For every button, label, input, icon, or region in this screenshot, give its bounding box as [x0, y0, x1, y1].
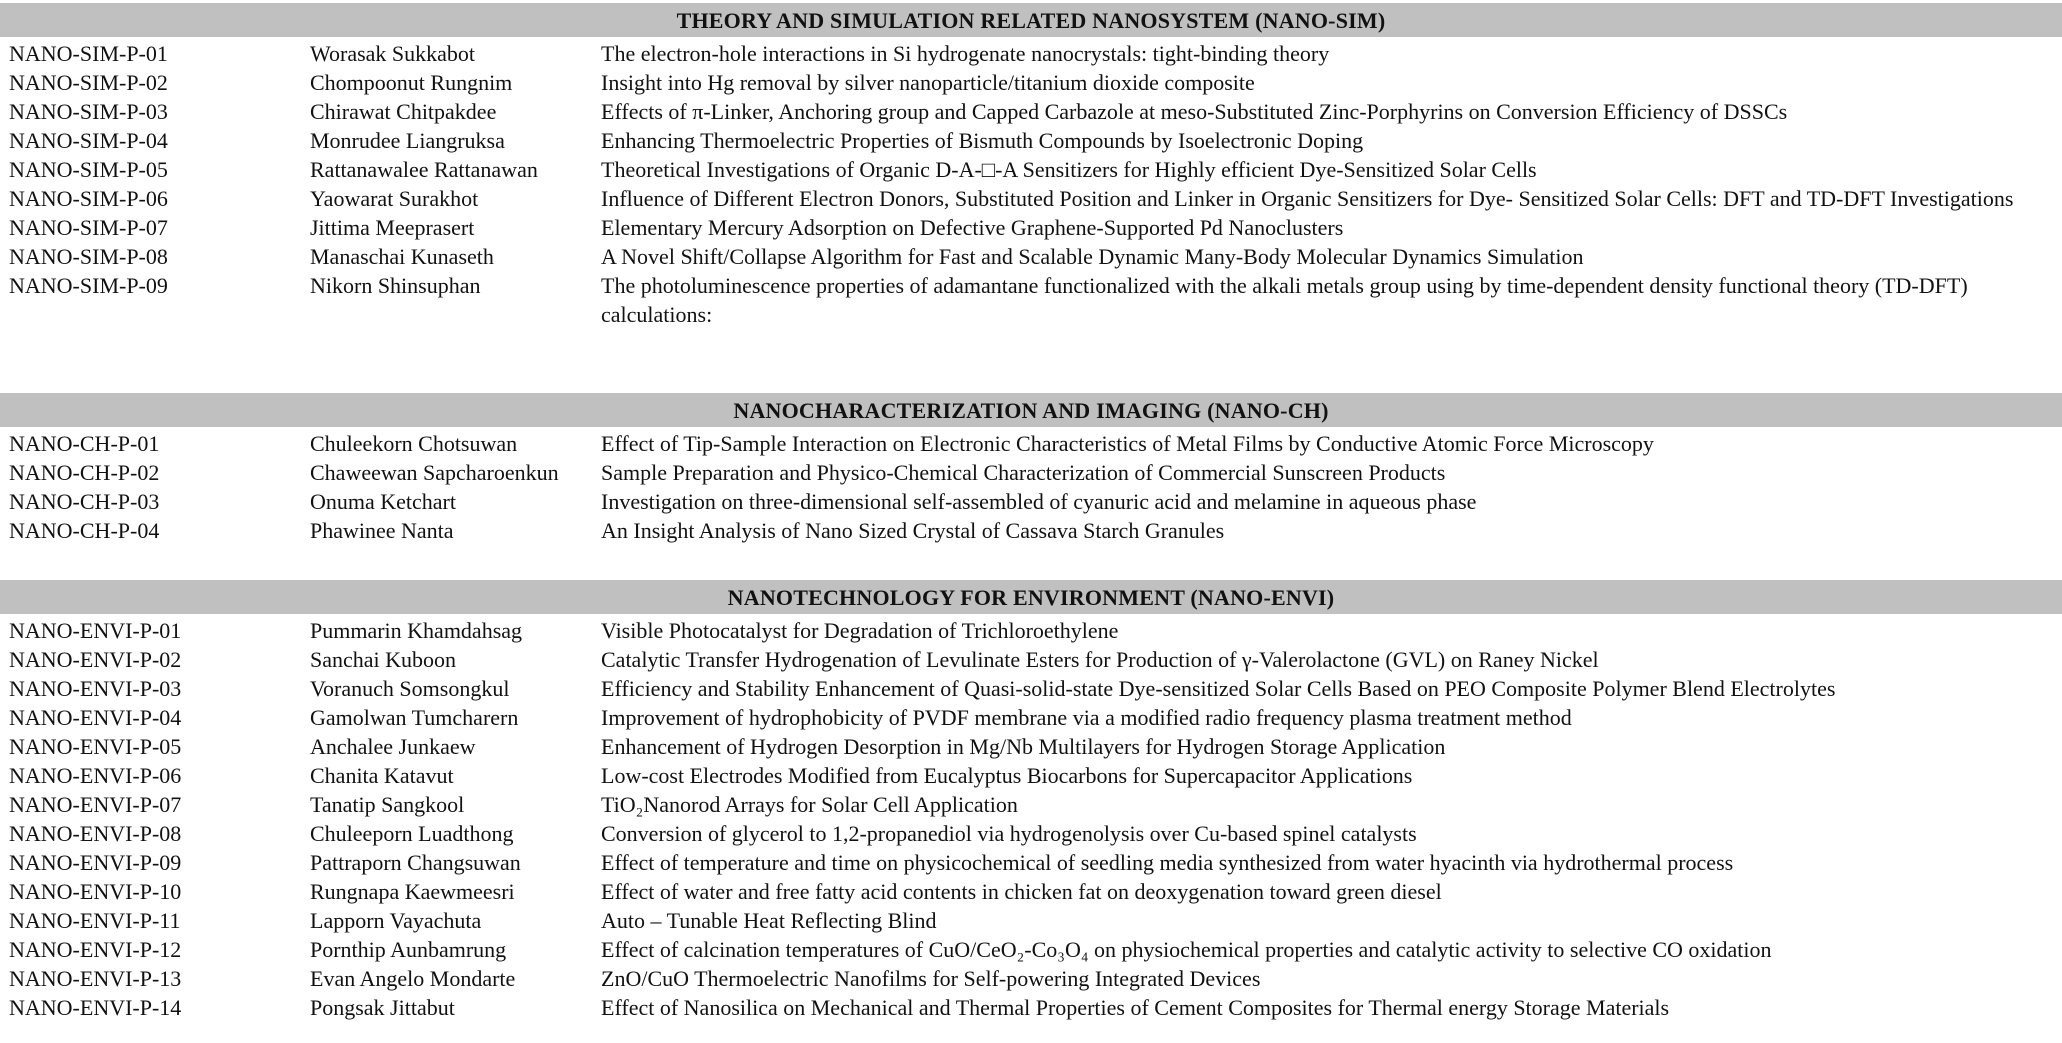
table-row	[0, 993, 2062, 1022]
paper-title: Enhancing Thermoelectric Properties of Bismuth Compounds by Isoelectronic Doping	[601, 128, 1364, 153]
paper-code: NANO-SIM-P-05	[9, 157, 168, 182]
author-name: Evan Angelo Mondarte	[310, 966, 516, 991]
paper-code: NANO-ENVI-P-03	[9, 676, 182, 701]
author-name: Lapporn Vayachuta	[310, 908, 482, 933]
table-row	[0, 645, 2062, 674]
table-row	[0, 68, 2062, 97]
table-row	[0, 848, 2062, 877]
author-name: Chompoonut Rungnim	[310, 70, 513, 95]
table-row	[0, 935, 2062, 964]
table-row	[0, 616, 2062, 645]
table-row	[0, 516, 2062, 545]
paper-title: Insight into Hg removal by silver nanoparticle/titanium dioxide composite	[601, 70, 1255, 95]
table-row	[0, 790, 2062, 819]
paper-code: NANO-SIM-P-01	[9, 41, 168, 66]
author-name: Voranuch Somsongkul	[310, 676, 510, 701]
paper-code: NANO-SIM-P-09	[9, 273, 168, 298]
paper-code: NANO-ENVI-P-02	[9, 647, 182, 672]
paper-title: Theoretical Investigations of Organic D-A-□-A Sensitizers for Highly efficient Dye-Sensitized Solar Cells	[601, 157, 1537, 182]
paper-code: NANO-SIM-P-06	[9, 186, 168, 211]
table-row	[0, 39, 2062, 68]
table-row	[0, 97, 2062, 126]
table-row	[0, 877, 2062, 906]
author-name: Yaowarat Surakhot	[310, 186, 479, 211]
section-rows	[0, 39, 2062, 329]
paper-code: NANO-SIM-P-02	[9, 70, 168, 95]
paper-title: Effect of Nanosilica on Mechanical and Thermal Properties of Cement Composites for Thermal energy Storage Materials	[601, 995, 1670, 1020]
paper-title: ZnO/CuO Thermoelectric Nanofilms for Self-powering Integrated Devices	[601, 966, 1261, 991]
author-name: Rungnapa Kaewmeesri	[310, 879, 515, 904]
author-name: Rattanawalee Rattanawan	[310, 157, 538, 182]
paper-code: NANO-ENVI-P-01	[9, 618, 182, 643]
table-row	[0, 964, 2062, 993]
paper-title: Low-cost Electrodes Modified from Eucalyptus Biocarbons for Supercapacitor Applications	[601, 763, 1413, 788]
section-rows	[0, 616, 2062, 1022]
section-nano-sim	[0, 3, 2062, 329]
section-header: THEORY AND SIMULATION RELATED NANOSYSTEM (NANO-SIM)	[0, 3, 2062, 37]
paper-code: NANO-CH-P-04	[9, 518, 160, 543]
paper-code: NANO-ENVI-P-09	[9, 850, 182, 875]
paper-code: NANO-SIM-P-07	[9, 215, 168, 240]
paper-code: NANO-ENVI-P-08	[9, 821, 182, 846]
section-nano-envi	[0, 580, 2062, 1022]
author-name: Manaschai Kunaseth	[310, 244, 494, 269]
paper-title: Effect of Tip-Sample Interaction on Electronic Characteristics of Metal Films by Conductive Atomic Force Microscopy	[601, 431, 1654, 456]
author-name: Gamolwan Tumcharern	[310, 705, 519, 730]
table-row	[0, 429, 2062, 458]
author-name: Worasak Sukkabot	[310, 41, 476, 66]
paper-title: TiO₂Nanorod Arrays for Solar Cell Application	[601, 792, 1018, 817]
paper-title: Visible Photocatalyst for Degradation of Trichloroethylene	[601, 618, 1119, 643]
author-name: Pongsak Jittabut	[310, 995, 455, 1020]
author-name: Jittima Meeprasert	[310, 215, 475, 240]
author-name: Pattraporn Changsuwan	[310, 850, 521, 875]
table-row	[0, 458, 2062, 487]
paper-title: Effect of water and free fatty acid contents in chicken fat on deoxygenation toward green diesel	[601, 879, 1442, 904]
paper-title: An Insight Analysis of Nano Sized Crystal of Cassava Starch Granules	[601, 518, 1225, 543]
section-nano-ch	[0, 393, 2062, 545]
author-name: Chuleeporn Luadthong	[310, 821, 514, 846]
author-name: Nikorn Shinsuphan	[310, 273, 481, 298]
table-row	[0, 271, 2062, 329]
author-name: Monrudee Liangruksa	[310, 128, 505, 153]
paper-code: NANO-CH-P-03	[9, 489, 160, 514]
table-row	[0, 819, 2062, 848]
author-name: Chuleekorn Chotsuwan	[310, 431, 518, 456]
table-row	[0, 906, 2062, 935]
author-name: Pummarin Khamdahsag	[310, 618, 523, 643]
paper-code: NANO-CH-P-01	[9, 431, 160, 456]
paper-title: The photoluminescence properties of adamantane functionalized with the alkali metals group using by time-dependent density functional theory (TD-DFT) calculations:	[601, 273, 1968, 327]
table-row	[0, 155, 2062, 184]
paper-code: NANO-ENVI-P-12	[9, 937, 182, 962]
table-row	[0, 213, 2062, 242]
author-name: Chaweewan Sapcharoenkun	[310, 460, 559, 485]
table-row	[0, 761, 2062, 790]
author-name: Phawinee Nanta	[310, 518, 454, 543]
paper-code: NANO-ENVI-P-05	[9, 734, 182, 759]
table-row	[0, 703, 2062, 732]
paper-code: NANO-SIM-P-03	[9, 99, 168, 124]
paper-title: A Novel Shift/Collapse Algorithm for Fast and Scalable Dynamic Many-Body Molecular Dynamics Simulation	[601, 244, 1584, 269]
author-name: Chanita Katavut	[310, 763, 454, 788]
paper-code: NANO-ENVI-P-04	[9, 705, 182, 730]
paper-title: Influence of Different Electron Donors, Substituted Position and Linker in Organic Sensitizers for Dye- Sensitized Solar Cells: DFT and TD-DFT Investigations	[601, 186, 2014, 211]
section-header: NANOCHARACTERIZATION AND IMAGING (NANO-CH)	[0, 393, 2062, 427]
author-name: Sanchai Kuboon	[310, 647, 457, 672]
paper-code: NANO-ENVI-P-07	[9, 792, 182, 817]
paper-code: NANO-ENVI-P-06	[9, 763, 182, 788]
paper-title: Effect of temperature and time on physicochemical of seedling media synthesized from water hyacinth via hydrothermal process	[601, 850, 1734, 875]
author-name: Chirawat Chitpakdee	[310, 99, 497, 124]
paper-code: NANO-ENVI-P-10	[9, 879, 182, 904]
paper-code: NANO-ENVI-P-14	[9, 995, 182, 1020]
paper-title: Effects of π-Linker, Anchoring group and Capped Carbazole at meso-Substituted Zinc-Porphyrins on Conversion Efficiency of DSSCs	[601, 99, 1788, 124]
author-name: Anchalee Junkaew	[310, 734, 476, 759]
paper-title: Catalytic Transfer Hydrogenation of Levulinate Esters for Production of γ-Valerolactone (GVL) on Raney Nickel	[601, 647, 1599, 672]
table-row	[0, 674, 2062, 703]
paper-title: Improvement of hydrophobicity of PVDF membrane via a modified radio frequency plasma treatment method	[601, 705, 1572, 730]
section-rows	[0, 429, 2062, 545]
paper-code: NANO-CH-P-02	[9, 460, 160, 485]
paper-code: NANO-SIM-P-08	[9, 244, 168, 269]
paper-title: Efficiency and Stability Enhancement of Quasi-solid-state Dye-sensitized Solar Cells Based on PEO Composite Polymer Blend Electrolytes	[601, 676, 1836, 701]
paper-title: Investigation on three-dimensional self-assembled of cyanuric acid and melamine in aqueous phase	[601, 489, 1477, 514]
paper-code: NANO-ENVI-P-11	[9, 908, 181, 933]
author-name: Onuma Ketchart	[310, 489, 456, 514]
paper-title: Sample Preparation and Physico-Chemical Characterization of Commercial Sunscreen Products	[601, 460, 1446, 485]
paper-title: Enhancement of Hydrogen Desorption in Mg/Nb Multilayers for Hydrogen Storage Application	[601, 734, 1446, 759]
paper-code: NANO-ENVI-P-13	[9, 966, 182, 991]
paper-title: Conversion of glycerol to 1,2-propanediol via hydrogenolysis over Cu-based spinel catalysts	[601, 821, 1417, 846]
paper-title: Effect of calcination temperatures of CuO/CeO₂-Co₃O₄ on physiochemical properties and catalytic activity to selective CO oxidation	[601, 937, 1772, 962]
paper-code: NANO-SIM-P-04	[9, 128, 168, 153]
table-row	[0, 126, 2062, 155]
paper-title: Auto – Tunable Heat Reflecting Blind	[601, 908, 937, 933]
paper-title: The electron-hole interactions in Si hydrogenate nanocrystals: tight-binding theory	[601, 41, 1330, 66]
table-row	[0, 184, 2062, 213]
table-row	[0, 487, 2062, 516]
author-name: Pornthip Aunbamrung	[310, 937, 507, 962]
author-name: Tanatip Sangkool	[310, 792, 465, 817]
section-header: NANOTECHNOLOGY FOR ENVIRONMENT (NANO-ENVI)	[0, 580, 2062, 614]
table-row	[0, 732, 2062, 761]
table-row	[0, 242, 2062, 271]
paper-title: Elementary Mercury Adsorption on Defective Graphene-Supported Pd Nanoclusters	[601, 215, 1344, 240]
